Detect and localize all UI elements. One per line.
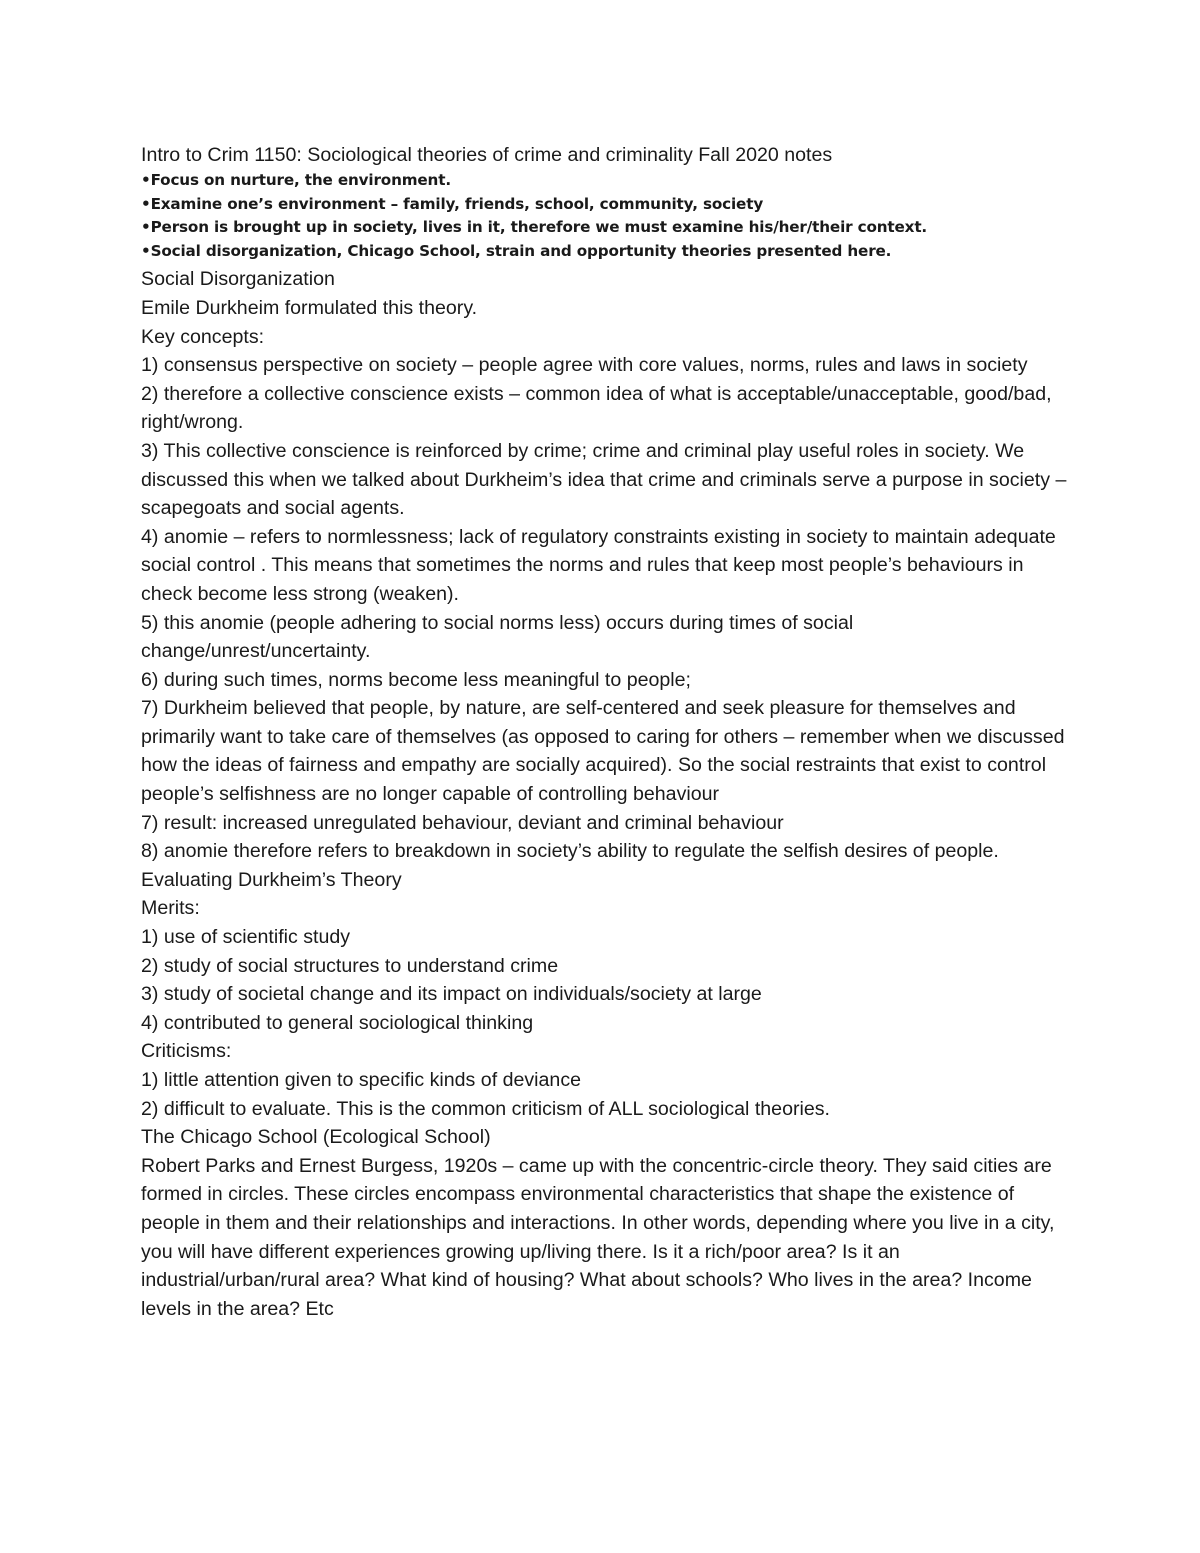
merit-item: 3) study of societal change and its impact on individuals/society at large xyxy=(141,983,762,1006)
concept-item: 3) This collective conscience is reinforced by crime; crime and criminal play useful roles in society. We discussed this when we talked about Durkheim’s idea that crime and criminals serve a purpose in society – scapegoats and social agents. xyxy=(141,439,1067,520)
merit-item: 4) contributed to general sociological thinking xyxy=(141,1011,534,1034)
section-heading: The Chicago School (Ecological School) xyxy=(141,1126,491,1149)
concept-item: 6) during such times, norms become less meaningful to people; xyxy=(141,668,691,691)
section-intro: Emile Durkheim formulated this theory. xyxy=(141,296,478,319)
summary-bullet: • Focus on nurture, the environment. xyxy=(141,169,1071,193)
merits-label: Merits: xyxy=(141,897,200,920)
summary-bullet-list xyxy=(141,169,1071,263)
merit-item: 1) use of scientific study xyxy=(141,926,351,949)
merit-item: 2) study of social structures to understand crime xyxy=(141,954,559,977)
section-heading: Evaluating Durkheim’s Theory xyxy=(141,868,402,891)
summary-bullet: • Person is brought up in society, lives in it, therefore we must examine his/her/their context. xyxy=(141,216,1071,240)
social-disorganization-section xyxy=(141,265,1071,865)
concept-item: 7) result: increased unregulated behaviour, deviant and criminal behaviour xyxy=(141,811,784,834)
criticism-item: 1) little attention given to specific kinds of deviance xyxy=(141,1069,582,1091)
summary-bullet: • Social disorganization, Chicago School, strain and opportunity theories presented here. xyxy=(141,240,1071,264)
criticisms-label: Criticisms: xyxy=(141,1040,232,1063)
concept-item: 1) consensus perspective on society – people agree with core values, norms, rules and laws in society xyxy=(141,354,1028,377)
summary-bullet: • Examine one’s environment – family, friends, school, community, society xyxy=(141,193,1071,217)
chicago-school-section xyxy=(141,1123,1071,1323)
concept-item: 4) anomie – refers to normlessness; lack of regulatory constraints existing in society to maintain adequate social control . This means that sometimes the norms and rules that keep most people’s behaviours in check become less strong (weaken). xyxy=(141,525,1056,605)
document-page xyxy=(141,141,1071,1323)
section-heading: Social Disorganization xyxy=(141,268,335,291)
concept-item: 2) therefore a collective conscience exists – common idea of what is acceptable/unacceptable, good/bad, right/wrong. xyxy=(141,382,1052,434)
concept-item: 7) Durkheim believed that people, by nature, are self-centered and seek pleasure for themselves and primarily want to take care of themselves (as opposed to caring for others – remember when we discussed how the ideas of fairness and empathy are socially acquired). So the social restraints that exist to control people’s selfishness are no longer capable of controlling behaviour xyxy=(141,697,1065,806)
concept-item: 5) this anomie (people adhering to social norms less) occurs during times of social change/unrest/uncertainty. xyxy=(141,611,854,663)
section-paragraph: Robert Parks and Ernest Burgess, 1920s – came up with the concentric-circle theory. They said cities are formed in circles. These circles encompass environmental characteristics that shape the existence of people in them and their relationships and interactions. In other words, depending where you live in a city, you will have different experiences growing up/living there. Is it a rich/poor area? Is it an industrial/urban/rural area? What kind of housing? What about schools? Who lives in the area? Income levels in the area? Etc xyxy=(141,1154,1055,1320)
document-title: Intro to Crim 1150: Sociological theories of crime and criminality Fall 2020 notes xyxy=(141,144,833,166)
evaluation-section xyxy=(141,866,1071,1123)
concept-item: 8) anomie therefore refers to breakdown in society’s ability to regulate the selfish desires of people. xyxy=(141,840,999,863)
key-concepts-label: Key concepts: xyxy=(141,325,265,348)
criticism-item: 2) difficult to evaluate. This is the common criticism of ALL sociological theories. xyxy=(141,1097,830,1120)
